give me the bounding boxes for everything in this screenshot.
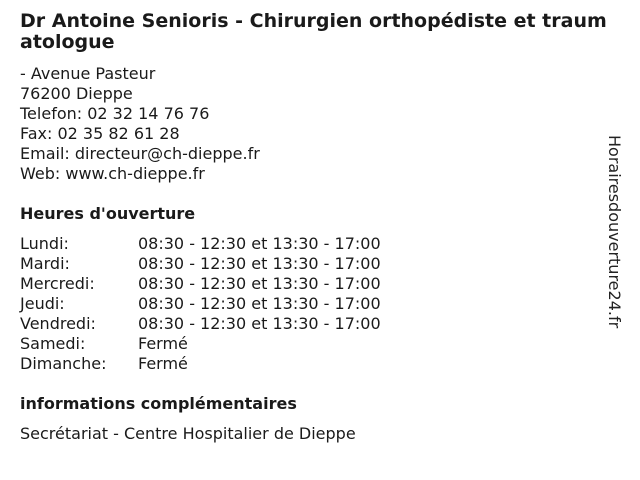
hours-row-sunday: [20, 354, 381, 374]
day-label: Mercredi:: [20, 274, 95, 293]
day-label: Samedi:: [20, 334, 86, 353]
address-street: - Avenue Pasteur: [20, 64, 156, 83]
website: Web: www.ch-dieppe.fr: [20, 164, 205, 183]
time-value: 08:30 - 12:30 et 13:30 - 17:00: [138, 234, 381, 253]
day-label: Lundi:: [20, 234, 69, 253]
address-block: [20, 64, 260, 184]
info-heading: informations complémentaires: [20, 394, 297, 413]
hours-row-friday: [20, 314, 381, 334]
hours-row-thursday: [20, 294, 381, 314]
day-label: Vendredi:: [20, 314, 96, 333]
site-watermark: Horairesdouverture24.fr: [605, 135, 624, 329]
hours-row-monday: [20, 234, 381, 254]
info-text: Secrétariat - Centre Hospitalier de Dieppe: [20, 424, 356, 443]
time-value: 08:30 - 12:30 et 13:30 - 17:00: [138, 274, 381, 293]
hours-row-tuesday: [20, 254, 381, 274]
hours-row-wednesday: [20, 274, 381, 294]
time-value: Fermé: [138, 354, 188, 373]
time-value: 08:30 - 12:30 et 13:30 - 17:00: [138, 254, 381, 273]
hours-row-saturday: [20, 334, 381, 354]
day-label: Dimanche:: [20, 354, 107, 373]
address-city: 76200 Dieppe: [20, 84, 133, 103]
day-label: Mardi:: [20, 254, 70, 273]
time-value: 08:30 - 12:30 et 13:30 - 17:00: [138, 294, 381, 313]
phone-number: Telefon: 02 32 14 76 76: [20, 104, 210, 123]
day-label: Jeudi:: [20, 294, 65, 313]
page-title: Dr Antoine Senioris - Chirurgien orthopédiste et traumatologue: [20, 10, 607, 53]
time-value: 08:30 - 12:30 et 13:30 - 17:00: [138, 314, 381, 333]
email-address: Email: directeur@ch-dieppe.fr: [20, 144, 260, 163]
opening-hours-table: [20, 234, 381, 374]
hours-heading: Heures d'ouverture: [20, 204, 196, 223]
fax-number: Fax: 02 35 82 61 28: [20, 124, 180, 143]
time-value: Fermé: [138, 334, 188, 353]
